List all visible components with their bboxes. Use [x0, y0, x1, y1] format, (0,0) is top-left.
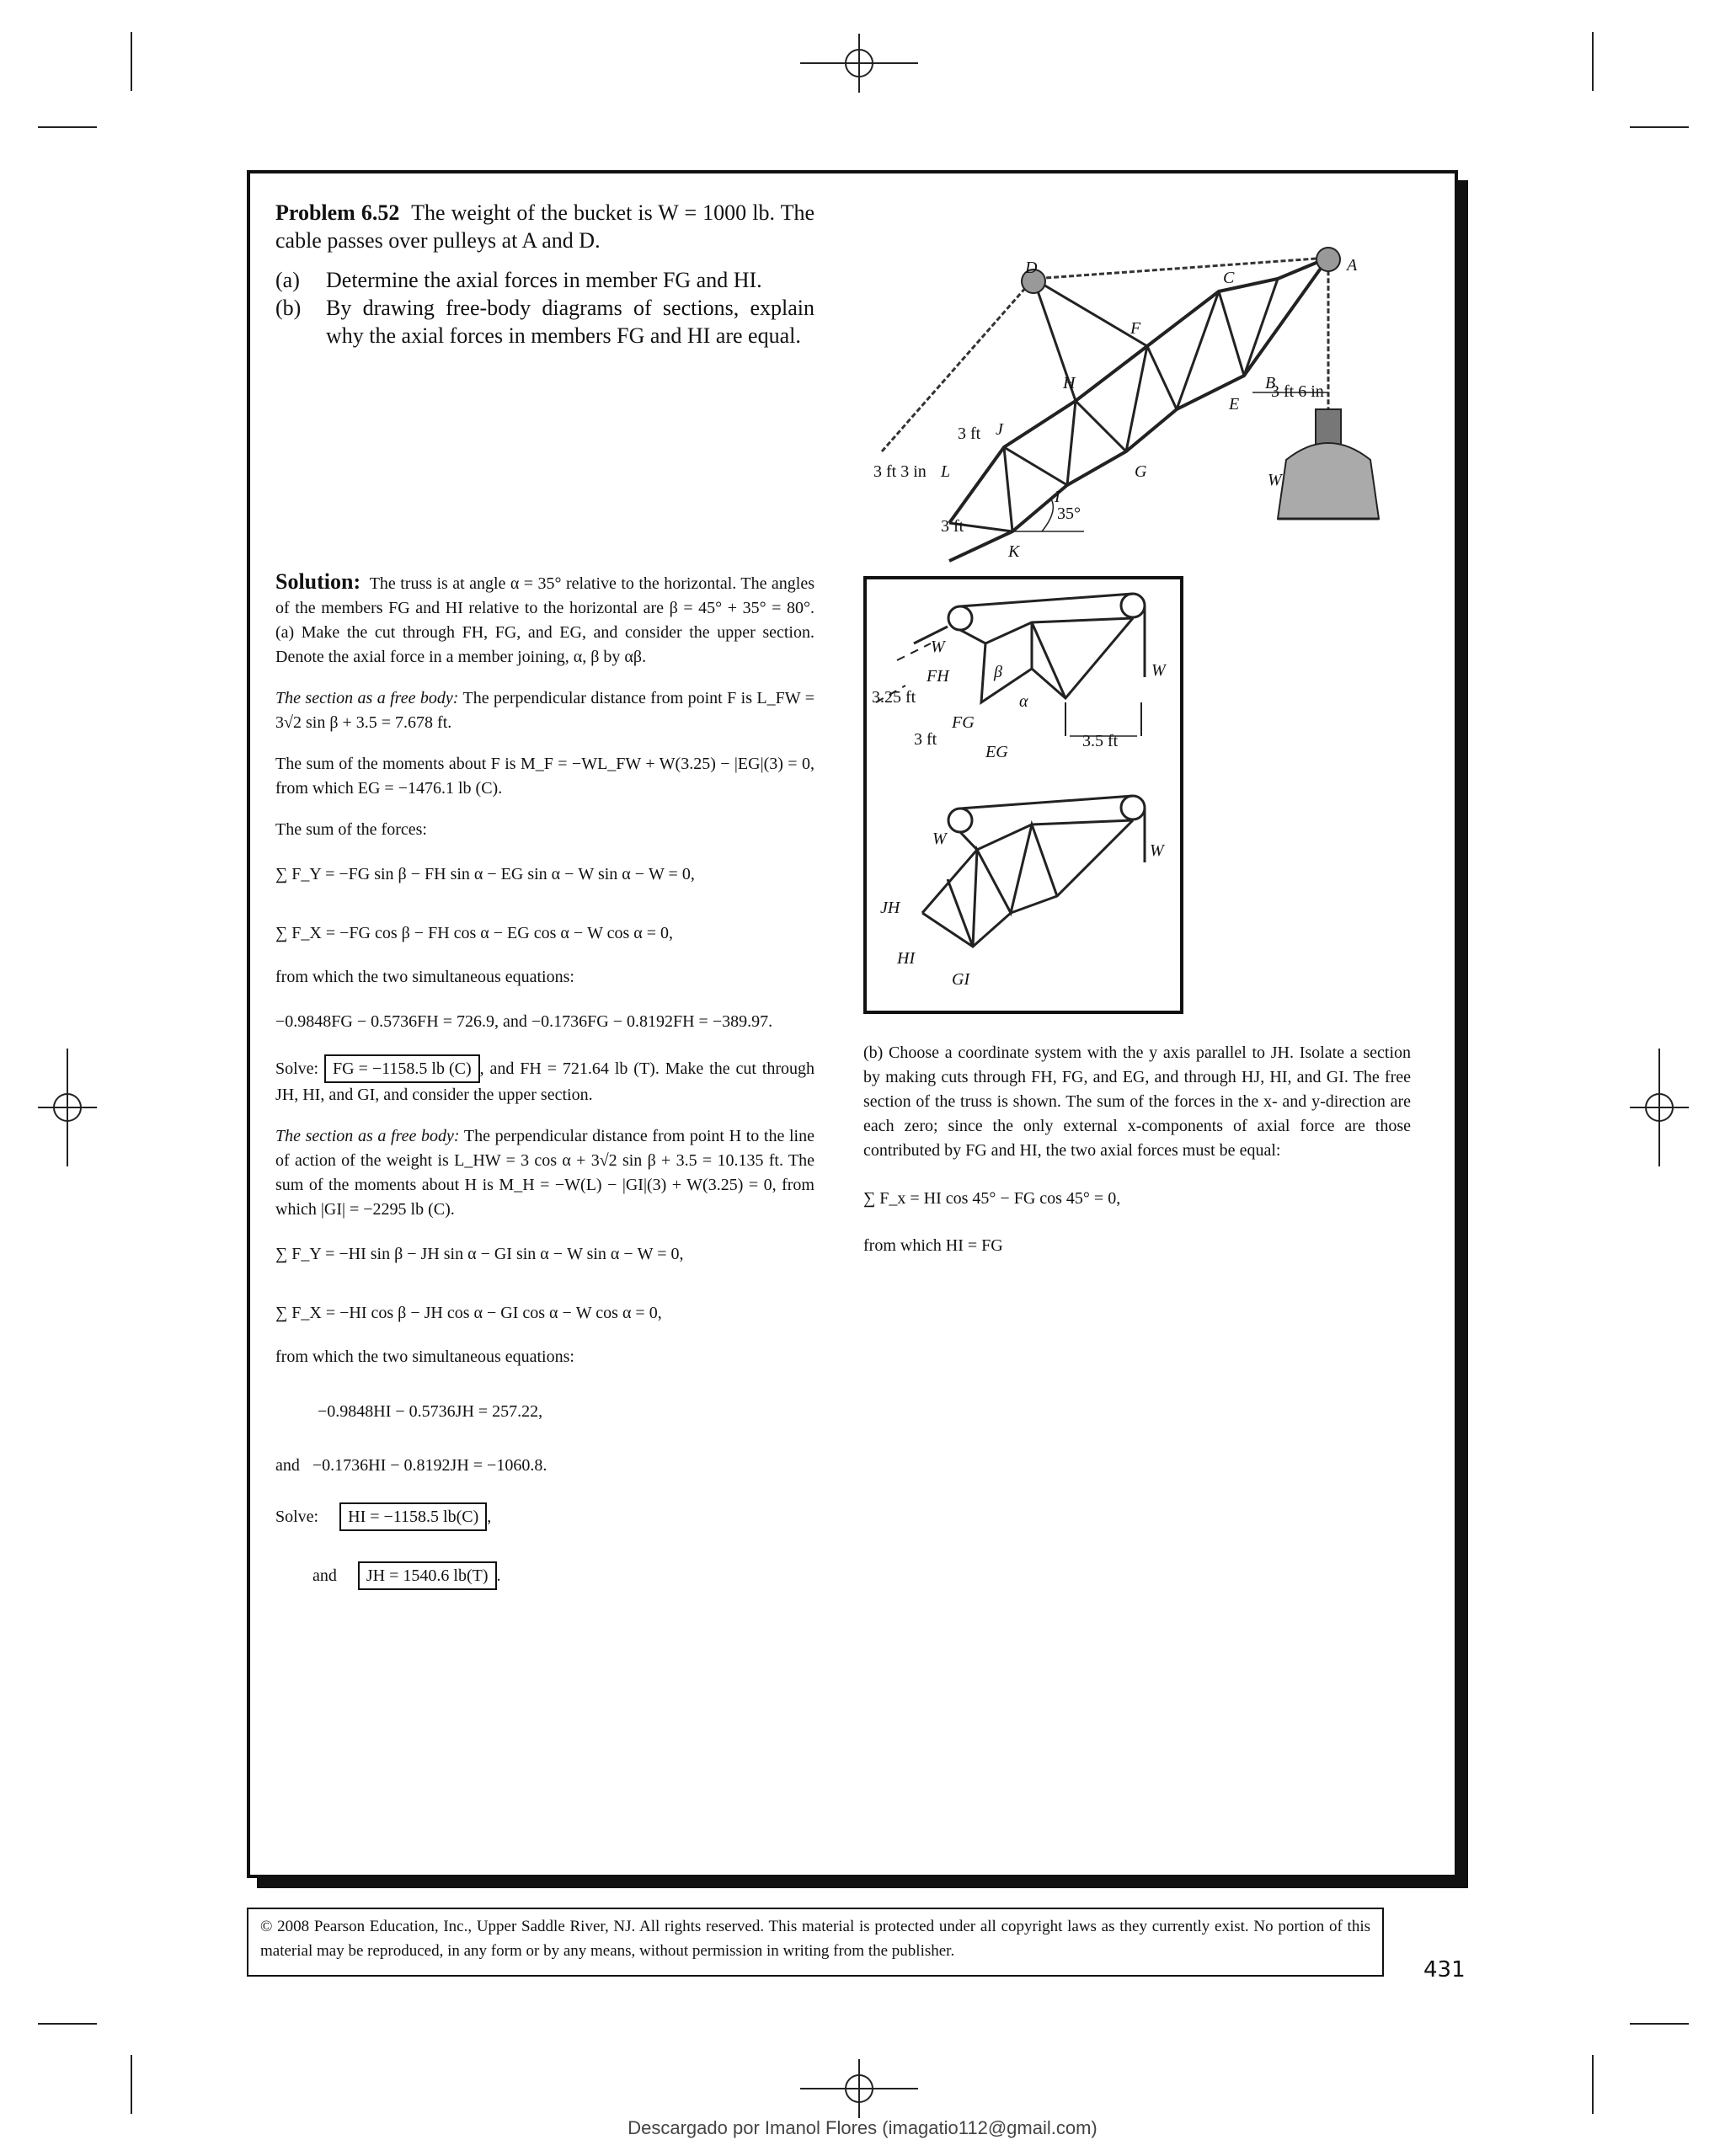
moments1-paragraph: The sum of the moments about F is M_F = −WL_FW + W(3.25) − |EG|(3) = 0, from which EG = −1476.1 lb (C).: [275, 755, 814, 798]
problem-text: The weight of the bucket is W = 1000 lb. The cable passes over pulleys at A and D.: [275, 200, 814, 253]
section2-text: The perpendicular distance from point H to the line of action of the weight is L_HW = 3 cos α + 3√2 sin β + 3.5 = 10.135 ft. The sum of the moments about H is M_H = −W(L) − |GI|(3) + W(3.25) = 0, from which |GI| = −2295 lb (C).: [275, 1127, 814, 1219]
crop-mark: [1630, 2023, 1689, 2025]
fbd-label: W: [1151, 661, 1166, 680]
crop-mark: [1592, 32, 1594, 91]
copyright-notice: © 2008 Pearson Education, Inc., Upper Saddle River, NJ. All rights reserved. This material is protected under all copyright laws as they currently exist. No portion of this material may be reproduced, in any form or by any means, without permission in writing from the publisher.: [247, 1908, 1384, 1977]
point-label: A: [1347, 256, 1358, 275]
part-label: (a): [275, 268, 300, 292]
bucket-icon: [1278, 409, 1379, 519]
solution-intro: [275, 569, 814, 670]
fbd-label: α: [1019, 692, 1028, 711]
forces-label: The sum of the forces:: [275, 820, 427, 839]
solve1-rest: , and FH = 721.64 lb (T). Make the cut through JH, HI, and GI, and consider the upper section.: [275, 1059, 815, 1104]
dimension-label: 35°: [1057, 504, 1081, 523]
fbd-label: 3.5 ft: [1082, 732, 1119, 750]
solve3-line: [275, 1561, 814, 1590]
point-label: W: [1268, 471, 1282, 489]
dimension-label: 3 ft: [941, 517, 964, 536]
registration-mark-top: [800, 34, 918, 93]
solve-label: Solve:: [275, 1508, 319, 1526]
solution-intro-text: The truss is at angle α = 35° relative to the horizontal. The angles of the members FG and HI relative to the horizontal are β = 45° + 35° = 80°. (a) Make the cut through FH, FG, and EG, and consider the upper section. Denote the axial force in a member joining, α, β by αβ.: [275, 574, 815, 666]
simultaneous-eq-2a: −0.9848HI − 0.5736JH = 257.22,: [318, 1402, 543, 1421]
point-label: J: [996, 420, 1003, 439]
point-label: H: [1063, 374, 1076, 392]
simultaneous-eq-2b-text: −0.1736HI − 0.8192JH = −1060.8.: [312, 1456, 547, 1475]
fbd-label: FH: [927, 667, 949, 686]
solve1-paragraph: [275, 1054, 814, 1107]
problem-part-a: [275, 266, 814, 294]
point-label: F: [1130, 319, 1141, 338]
answer-hi-box: HI = −1158.5 lb(C): [339, 1502, 487, 1531]
period: .: [496, 1566, 501, 1585]
part-text: By drawing free-body diagrams of sections, explain why the axial forces in members FG and HI are equal.: [326, 296, 814, 348]
problem-part-b: [275, 294, 814, 350]
point-label: D: [1025, 259, 1038, 277]
crane-truss-figure: [857, 207, 1446, 578]
problem-block: [275, 199, 814, 350]
answer-jh-box: JH = 1540.6 lb(T): [358, 1561, 497, 1590]
and-label: and: [275, 1456, 300, 1475]
page-number: 431: [1423, 1957, 1466, 1983]
solve2-line: [275, 1502, 814, 1531]
section2-label: The section as a free body:: [275, 1127, 460, 1145]
section1-label: The section as a free body:: [275, 689, 459, 707]
simultaneous-eq-2b: [275, 1454, 814, 1477]
point-label: B: [1265, 374, 1276, 392]
simultaneous-label-2: from which the two simultaneous equations:: [275, 1348, 574, 1366]
section2-paragraph: [275, 1124, 814, 1222]
download-footer: Descargado por Imanol Flores (imagatio112@gmail.com): [628, 2117, 1097, 2138]
fbd-label: W: [1150, 841, 1164, 860]
registration-mark-left: [38, 1049, 97, 1166]
dimension-label: 3 ft 3 in: [873, 462, 927, 481]
solution-heading: Solution:: [275, 569, 361, 594]
equation-fx2: ∑ F_X = −HI cos β − JH cos α − GI cos α − W cos α = 0,: [275, 1304, 662, 1322]
dimension-label: 3 ft: [958, 424, 981, 443]
fbd-label: W: [931, 638, 945, 656]
part-label: (b): [275, 296, 302, 320]
simultaneous-equations-1: −0.9848FG − 0.5736FH = 726.9, and −0.1736FG − 0.8192FH = −389.97.: [275, 1012, 773, 1031]
crop-mark: [1592, 2055, 1594, 2114]
problem-label: Problem 6.52: [275, 200, 400, 225]
fbd-label: JH: [880, 899, 900, 917]
section1-text: The perpendicular distance from point F is L_FW = 3√2 sin β + 3.5 = 7.678 ft.: [275, 689, 814, 732]
dimension-label: 3 ft 6 in: [1271, 382, 1324, 401]
crop-mark: [38, 126, 97, 128]
crop-mark: [131, 2055, 132, 2114]
registration-mark-bottom: [800, 2059, 918, 2118]
point-label: E: [1229, 395, 1240, 414]
point-label: L: [941, 462, 951, 481]
and-label: and: [312, 1566, 337, 1585]
comma: ,: [487, 1508, 492, 1526]
crop-mark: [1630, 126, 1689, 128]
crop-mark: [131, 32, 132, 91]
simultaneous-label-1: from which the two simultaneous equations:: [275, 968, 574, 986]
fbd-label: 3 ft: [914, 730, 937, 749]
page-frame: [247, 170, 1458, 1878]
fbd-label: β: [994, 663, 1002, 681]
point-label: C: [1223, 269, 1235, 287]
problem-statement: [275, 199, 814, 254]
equation-fx1: ∑ F_X = −FG cos β − FH cos α − EG cos α − W cos α = 0,: [275, 924, 674, 942]
part-b-column: [863, 1041, 1411, 1258]
fbd-label: HI: [897, 949, 916, 968]
point-label: K: [1008, 542, 1020, 561]
part-b-conclusion: from which HI = FG: [863, 1236, 1003, 1255]
free-body-diagram-figure: [863, 576, 1183, 1014]
section1-paragraph: [275, 686, 814, 735]
equation-fy2: ∑ F_Y = −HI sin β − JH sin α − GI sin α − W sin α − W = 0,: [275, 1245, 684, 1263]
equation-fy1: ∑ F_Y = −FG sin β − FH sin α − EG sin α − W sin α − W = 0,: [275, 865, 695, 883]
crop-mark: [38, 2023, 97, 2025]
part-b-text: (b) Choose a coordinate system with the y axis parallel to JH. Isolate a section by making cuts through FH, FG, and EG, and through HJ, HI, and GI. The free section of the truss is shown. The sum of the forces in the x- and y-direction are each zero; since the only external x-components of axial force are those contributed by FG and HI, the two axial forces must be equal:: [863, 1043, 1411, 1160]
part-text: Determine the axial forces in member FG and HI.: [326, 268, 762, 292]
fbd-label: EG: [985, 743, 1008, 761]
fbd-label: 3.25 ft: [872, 688, 916, 707]
solution-column: [275, 569, 814, 1590]
point-label: I: [1055, 488, 1060, 506]
answer-fg-box: FG = −1158.5 lb (C): [324, 1054, 480, 1083]
fbd-label: GI: [952, 970, 970, 989]
registration-mark-right: [1630, 1049, 1689, 1166]
point-label: G: [1135, 462, 1147, 481]
solve-label: Solve:: [275, 1059, 319, 1078]
fbd-label: W: [932, 830, 947, 848]
fbd-label: FG: [952, 713, 975, 732]
part-b-equation: ∑ F_x = HI cos 45° − FG cos 45° = 0,: [863, 1189, 1121, 1208]
